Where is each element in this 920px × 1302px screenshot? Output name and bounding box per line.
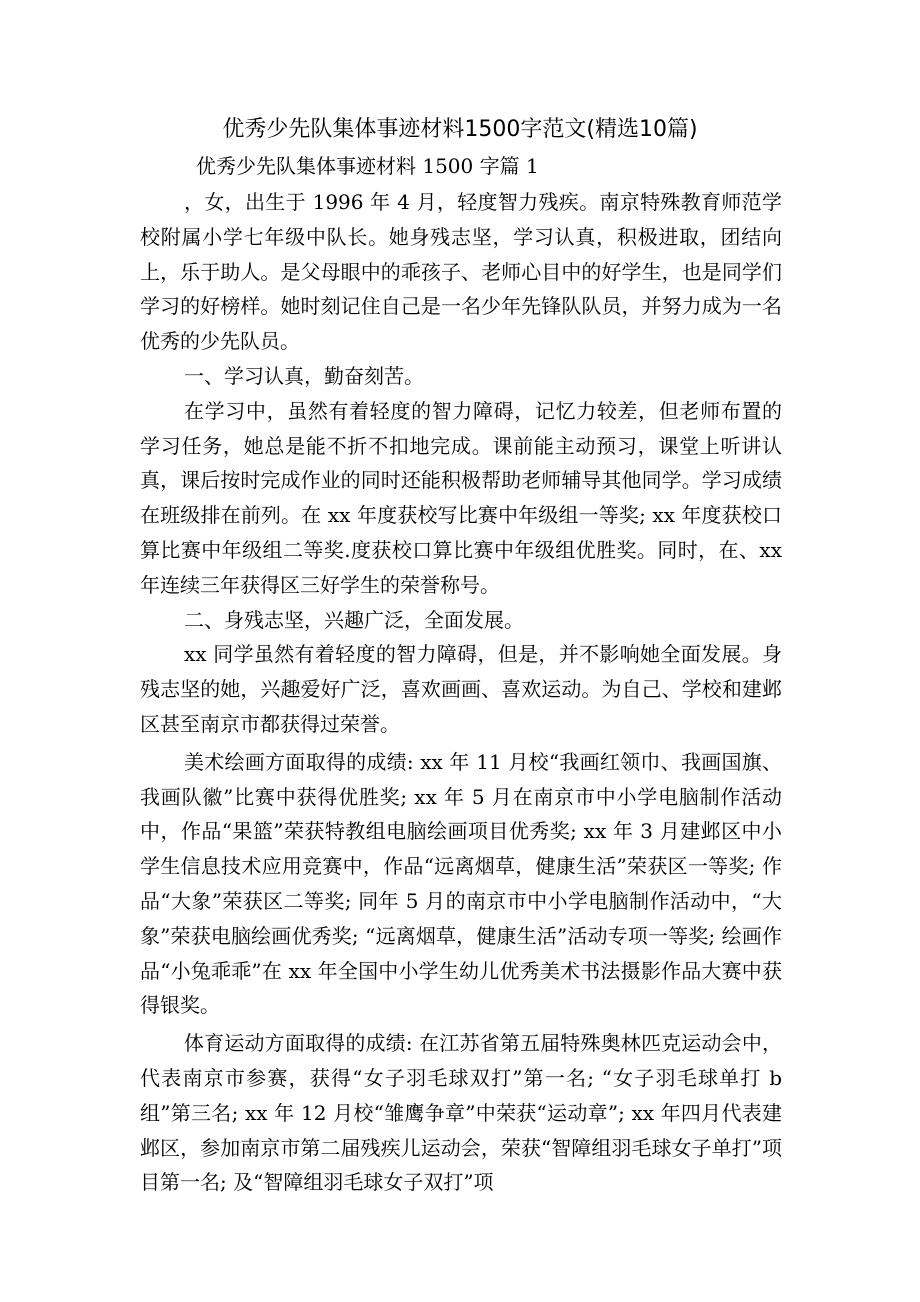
paragraph-development: xx 同学虽然有着轻度的智力障碍，但是，并不影响她全面发展。身残志坚的她，兴趣爱好广泛，喜欢画画、喜欢运动。为自己、学校和建邺区甚至南京市都获得过荣誉。 xyxy=(140,642,782,736)
document-title: 优秀少先队集体事迹材料1500字范文(精选10篇) xyxy=(222,117,698,142)
paragraph-heading-development: 二、身残志坚，兴趣广泛，全面发展。 xyxy=(184,607,524,632)
paragraph-heading-study: 一、学习认真，勤奋刻苦。 xyxy=(184,363,424,388)
paragraph-art: 美术绘画方面取得的成绩: xx 年 11 月校“我画红领巾、我画国旗、我画队徽”比赛中获得优胜奖; xx 年 5 月在南京市中小学电脑制作活动中，作品“果篮”荣获特教组电脑绘画项目优秀奖; xx 年 3 月建邺区中小学生信息技术应用竞赛中，作品“远离烟草，健康生活”荣获区一等奖; 作品“大象”荣获区二等奖; 同年 5 月的南京市中小学电脑制作活动中，“大象”荣获电脑绘画优秀奖; “远离烟草，健康生活”活动专项一等奖; 绘画作品“小兔乖乖”在 xx 年全国中小学生幼儿优秀美术书法摄影作品大赛中获得银奖。 xyxy=(140,749,782,1018)
paragraph-study: 在学习中，虽然有着轻度的智力障碍，记忆力较差，但老师布置的学习任务，她总是能不折不扣地完成。课前能主动预习，课堂上听讲认真，课后按时完成作业的同时还能积极帮助老师辅导其他同学。学习成绩在班级排在前列。在 xx 年度获校写比赛中年级组一等奖; xx 年度获校口算比赛中年级组二等奖.度获校口算比赛中年级组优胜奖。同时，在、xx 年连续三年获得区三好学生的荣誉称号。 xyxy=(140,398,782,597)
section-heading: 优秀少先队集体事迹材料 1500 字篇 1 xyxy=(196,154,539,178)
paragraph-intro: ，女，出生于 1996 年 4 月，轻度智力残疾。南京特殊教育师范学校附属小学七年级中队长。她身残志坚，学习认真，积极进取，团结向上，乐于助人。是父母眼中的乖孩子、老师心目中的好学生，也是同学们学习的好榜样。她时刻记住自己是一名少年先锋队队员，并努力成为一名优秀的少先队员。 xyxy=(140,190,782,354)
document-body xyxy=(140,185,782,1200)
paragraph-sports: 体育运动方面取得的成绩: 在江苏省第五届特殊奥林匹克运动会中，代表南京市参赛，获得“女子羽毛球双打”第一名; “女子羽毛球单打 b 组”第三名; xx 年 12 月校“雏鹰争章”中荣获“运动章”; xx 年四月代表建邺区，参加南京市第二届残疾儿运动会，荣获“智障组羽毛球女子单打”项目第一名; 及“智障组羽毛球女子双打”项 xyxy=(140,1031,782,1195)
